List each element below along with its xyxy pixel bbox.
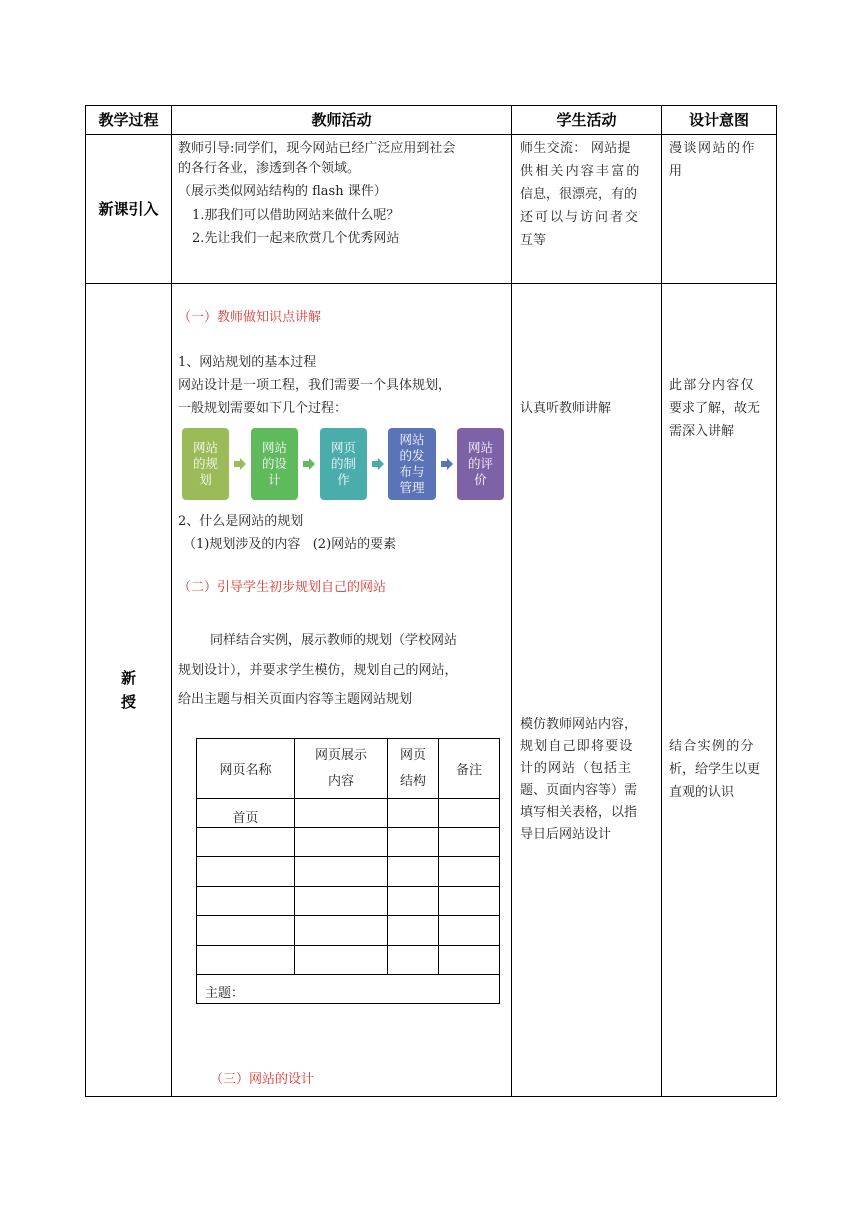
- intent-example-line2: 析，给学生以更: [669, 762, 761, 777]
- header-teacher-activity: 教师活动: [311, 110, 372, 129]
- section1-title: （一）教师做知识点讲解: [178, 310, 322, 325]
- intent-understand-line2: 要求了解，故无: [669, 401, 761, 416]
- student-intro-line5: 互等: [520, 233, 547, 248]
- table-cell: [439, 828, 500, 857]
- header-design-intent: 设计意图: [688, 110, 749, 129]
- student-plan-line3: 计的网站（包括主: [520, 761, 633, 776]
- flow-arrow-2: [303, 458, 315, 470]
- point1-line2: 一般规划需要如下几个过程：: [178, 401, 348, 416]
- intent-understand-line3: 需深入讲解: [669, 424, 735, 439]
- table-row: [197, 828, 500, 857]
- planning-header-page-name: 网页名称: [197, 739, 295, 799]
- planning-header-structure: [388, 739, 439, 799]
- planning-header-structure-line2: 结构: [399, 773, 426, 789]
- table-cell: [388, 887, 439, 916]
- table-row: [197, 799, 500, 828]
- point1-title: 1、网站规划的基本过程: [178, 355, 317, 370]
- student-plan-line1: 模仿教师网站内容，: [520, 717, 638, 732]
- table-cell: [388, 946, 439, 975]
- planning-cell-homepage: 首页: [197, 799, 295, 828]
- stage-new-lesson-line2: 授: [120, 693, 136, 711]
- table-cell: [388, 799, 439, 828]
- teacher-intro-line1: 教师引导:同学们，现今网站已经广泛应用到社会: [178, 141, 456, 156]
- intent-intro-line1: 漫谈网站的作: [669, 141, 757, 156]
- student-plan-line5: 填写相关表格，以指: [520, 805, 638, 820]
- paragraph-line3: 给出主题与相关页面内容等主题网站规划: [178, 692, 413, 707]
- table-row: [197, 916, 500, 946]
- planning-header-content: [295, 739, 388, 799]
- table-cell: [295, 828, 388, 857]
- stage-intro: 新课引入: [98, 200, 159, 218]
- student-intro-line3: 信息，很漂亮，有的: [520, 187, 638, 202]
- table-cell: [197, 946, 295, 975]
- table-cell: [388, 916, 439, 946]
- table-cell: [197, 828, 295, 857]
- table-cell: [439, 887, 500, 916]
- planning-header-structure-line1: 网页: [399, 747, 426, 763]
- planning-table: [196, 738, 500, 1004]
- flow-arrow-4: [441, 458, 453, 470]
- table-cell: [295, 916, 388, 946]
- paragraph-line2: 规划设计），并要求学生模仿，规划自己的网站，: [178, 663, 458, 678]
- flow-step-evaluate: 网站 的评 价: [457, 428, 504, 500]
- teacher-intro-line4: 1.那我们可以借助网站来做什么呢？: [192, 208, 400, 223]
- point1-line1: 网站设计是一项工程，我们需要一个具体规划，: [178, 378, 452, 393]
- intent-understand-line1: 此部分内容仅: [669, 378, 755, 393]
- table-cell: [439, 799, 500, 828]
- student-plan-line4: 题、页面内容等）需: [520, 783, 638, 798]
- table-cell: [197, 916, 295, 946]
- student-plan-line2: 规划自己即将要设: [520, 739, 634, 754]
- point2-items: （1)规划涉及的内容 (2)网站的要素: [183, 537, 397, 552]
- header-process: 教学过程: [98, 110, 159, 129]
- planning-header-notes: 备注: [439, 739, 500, 799]
- table-cell: [197, 857, 295, 887]
- table-cell: [295, 857, 388, 887]
- table-cell: [388, 857, 439, 887]
- intent-intro-line2: 用: [669, 164, 683, 179]
- table-cell: [439, 946, 500, 975]
- teacher-intro-line2: 的各行各业，渗透到各个领域。: [178, 161, 361, 176]
- flow-step-design: 网站 的设 计: [251, 428, 298, 500]
- table-cell: [295, 799, 388, 828]
- flow-step-make: 网页 的制 作: [320, 428, 367, 500]
- table-cell: [388, 828, 439, 857]
- table-cell: [439, 857, 500, 887]
- table-cell: [295, 887, 388, 916]
- teacher-intro-line5: 2.先让我们一起来欣赏几个优秀网站: [192, 231, 400, 246]
- student-intro-line2: 供相关内容丰富的: [520, 164, 642, 179]
- stage-new-lesson-line1: 新: [120, 669, 136, 687]
- point2-title: 2、什么是网站的规划: [178, 514, 304, 529]
- flow-step-publish: 网站 的发 布与 管理: [388, 428, 436, 500]
- teacher-intro-line3: （展示类似网站结构的 flash 课件）: [178, 184, 387, 199]
- header-student-activity: 学生活动: [556, 110, 617, 129]
- student-intro-line1: 师生交流： 网站提: [520, 141, 631, 156]
- table-cell: [295, 946, 388, 975]
- student-intro-line4: 还可以与访问者交: [520, 210, 641, 225]
- intent-example-line3: 直观的认识: [669, 785, 735, 800]
- flow-arrow-3: [372, 458, 384, 470]
- table-row: [197, 887, 500, 916]
- table-row: [197, 857, 500, 887]
- student-listen: 认真听教师讲解: [520, 401, 612, 416]
- planning-footer-theme: 主题：: [197, 975, 500, 1004]
- intent-example-line1: 结合实例的分: [669, 739, 755, 754]
- student-plan-line6: 导日后网站设计: [520, 827, 612, 842]
- flow-step-plan: 网站 的规 划: [182, 428, 229, 500]
- planning-header-content-line2: 内容: [327, 773, 354, 789]
- section2-title: （二）引导学生初步规划自己的网站: [178, 580, 387, 595]
- table-cell: [439, 916, 500, 946]
- section3-title: （三）网站的设计: [210, 1072, 315, 1087]
- table-cell: [197, 887, 295, 916]
- flow-arrow-1: [234, 458, 246, 470]
- paragraph-line1: 同样结合实例，展示教师的规划（学校网站: [210, 633, 458, 648]
- planning-header-content-line1: 网页展示: [314, 747, 367, 763]
- table-row: [197, 946, 500, 975]
